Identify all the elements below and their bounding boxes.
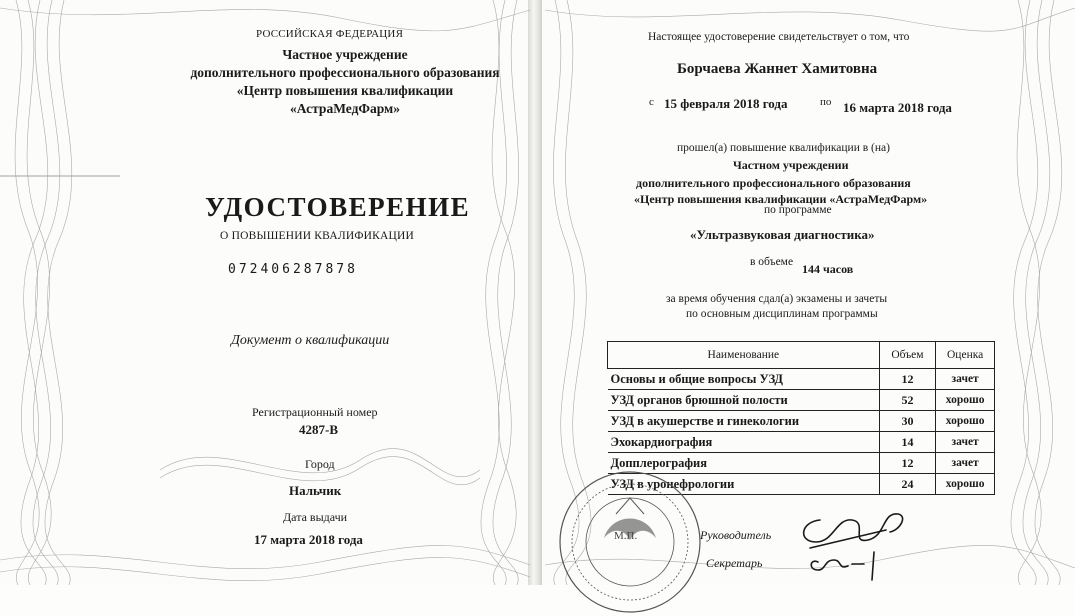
row-grade: зачет [936,369,995,390]
from-label: с [649,96,654,108]
row-name: УЗД в уронефрологии [608,474,880,495]
program-label: по программе [764,204,832,216]
registration-label: Регистрационный номер [252,405,378,419]
country-label: РОССИЙСКАЯ ФЕДЕРАЦИЯ [256,28,404,40]
row-grade: хорошо [936,390,995,411]
issue-date: 17 марта 2018 года [254,532,363,547]
table-header-row [608,342,995,369]
row-volume: 12 [879,369,936,390]
document-number: 072406287878 [228,262,358,277]
table-row [608,390,995,411]
signature-icon [790,500,920,585]
row-name: Допплерография [608,453,880,474]
fold-line [0,175,120,177]
header-name: Наименование [608,342,880,369]
left-org-line-2: дополнительного профессионального образования [190,65,500,80]
city-value: Нальчик [289,483,342,498]
row-volume: 30 [879,411,936,432]
left-org-line-3: «Центр повышения квалификации [236,83,454,98]
row-volume: 52 [879,390,936,411]
document-subtitle: О ПОВЫШЕНИИ КВАЛИФИКАЦИИ [220,230,415,242]
header-grade: Оценка [936,342,995,369]
stamp-label: М.П. [614,530,638,542]
to-date: 16 марта 2018 года [843,100,952,115]
document-type: Документ о квалификации [231,333,390,348]
table-row [608,432,995,453]
row-volume: 24 [879,474,936,495]
document-title: УДОСТОВЕРЕНИЕ [205,192,471,222]
issue-date-label: Дата выдачи [283,510,348,524]
row-grade: зачет [936,432,995,453]
row-volume: 14 [879,432,936,453]
exams-line-2: по основным дисциплинам программы [686,308,878,320]
row-grade: хорошо [936,474,995,495]
right-org-line-2: дополнительного профессионального образования [636,176,911,190]
volume-label: в объеме [750,256,794,268]
left-org-line-1: Частное учреждение [282,47,408,62]
row-name: УЗД в акушерстве и гинекологии [608,411,880,432]
volume-value: 144 часов [802,262,854,276]
from-date: 15 февраля 2018 года [664,96,788,111]
exams-line-1: за время обучения сдал(а) экзамены и зачеты [666,293,888,305]
right-org-line-1: Частном учреждении [733,158,849,172]
row-name: Эхокардиография [608,432,880,453]
head-label: Руководитель [700,528,772,542]
table-row [608,369,995,390]
row-volume: 12 [879,453,936,474]
left-org-line-4: «АстраМедФарм» [289,101,400,116]
row-name: УЗД органов брюшной полости [608,390,880,411]
passed-text: прошел(а) повышение квалификации в (на) [677,142,890,154]
to-label: по [820,96,832,108]
secretary-label: Секретарь [706,556,763,570]
program-name: «Ультразвуковая диагностика» [690,227,875,242]
table-row [608,411,995,432]
right-org-line-3: «Центр повышения квалификации «АстраМедФарм» [634,192,928,206]
row-grade: зачет [936,453,995,474]
person-name: Борчаева Жаннет Хамитовна [677,61,878,77]
row-name: Основы и общие вопросы УЗД [608,369,880,390]
seal-stamp-icon [556,468,704,616]
registration-number: 4287-В [299,422,338,437]
intro-text: Настоящее удостоверение свидетельствует о том, что [648,31,910,43]
city-label: Город [305,457,335,471]
header-volume: Объем [879,342,936,369]
row-grade: хорошо [936,411,995,432]
